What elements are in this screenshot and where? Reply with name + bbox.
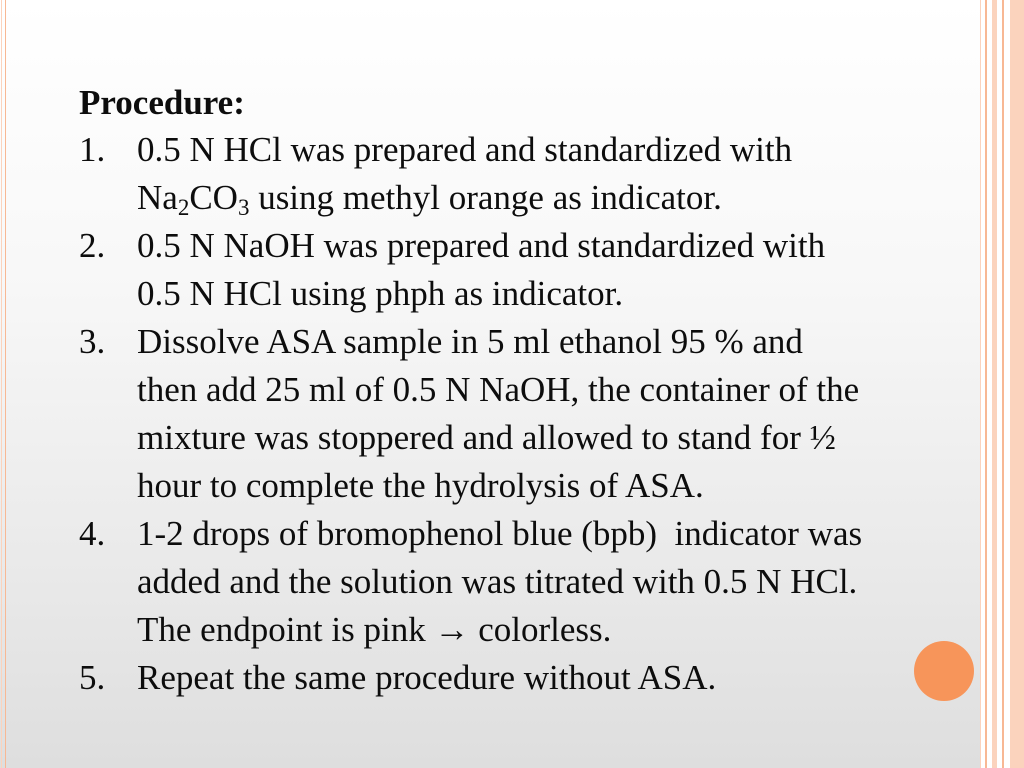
procedure-steps <box>79 126 969 702</box>
formula-subscript: 2 <box>177 195 190 220</box>
step-number: 5. <box>79 658 106 697</box>
formula-na: Na <box>137 178 178 217</box>
left-frame-line <box>1 0 2 768</box>
orange-circle-decoration <box>914 641 974 701</box>
procedure-step-1 <box>79 126 969 222</box>
formula-co: CO <box>189 178 238 217</box>
step-text-line: The endpoint is pink → colorless. <box>137 610 612 649</box>
step-text-line: mixture was stoppered and allowed to stand for ½ <box>137 418 836 457</box>
procedure-step-4 <box>79 510 969 654</box>
step-number: 3. <box>79 322 106 361</box>
step-text-line: Repeat the same procedure without ASA. <box>137 658 717 697</box>
step-text-line: 0.5 N HCl was prepared and standardized with <box>137 130 793 169</box>
right-frame-stripe <box>1010 0 1024 768</box>
step-text-line: 1-2 drops of bromophenol blue (bpb) indicator was <box>137 514 863 553</box>
step-text-line: then add 25 ml of 0.5 N NaOH, the container of the <box>137 370 860 409</box>
right-frame-decoration <box>980 0 1024 768</box>
step-number: 2. <box>79 226 106 265</box>
right-frame-stripe <box>1002 0 1004 768</box>
step-text-line: 0.5 N HCl using phph as indicator. <box>137 274 624 313</box>
step-text-line-formula <box>137 174 969 222</box>
formula-subscript: 3 <box>237 195 250 220</box>
slide-heading: Procedure: <box>79 83 245 122</box>
left-frame-line <box>5 0 6 768</box>
procedure-step-2 <box>79 222 969 318</box>
procedure-step-3 <box>79 318 969 510</box>
right-frame-stripe <box>980 0 981 768</box>
step-text-line: hour to complete the hydrolysis of ASA. <box>137 466 704 505</box>
step-number: 1. <box>79 130 106 169</box>
procedure-step-5 <box>79 654 969 702</box>
slide-content <box>79 79 969 702</box>
formula-suffix: using methyl orange as indicator. <box>249 178 722 217</box>
right-frame-stripe <box>992 0 997 768</box>
step-text-line: 0.5 N NaOH was prepared and standardized with <box>137 226 826 265</box>
step-text-line: added and the solution was titrated with 0.5 N HCl. <box>137 562 858 601</box>
left-frame-decoration <box>0 0 9 768</box>
step-text-line: Dissolve ASA sample in 5 ml ethanol 95 % and <box>137 322 803 361</box>
right-frame-stripe <box>985 0 987 768</box>
step-number: 4. <box>79 514 106 553</box>
